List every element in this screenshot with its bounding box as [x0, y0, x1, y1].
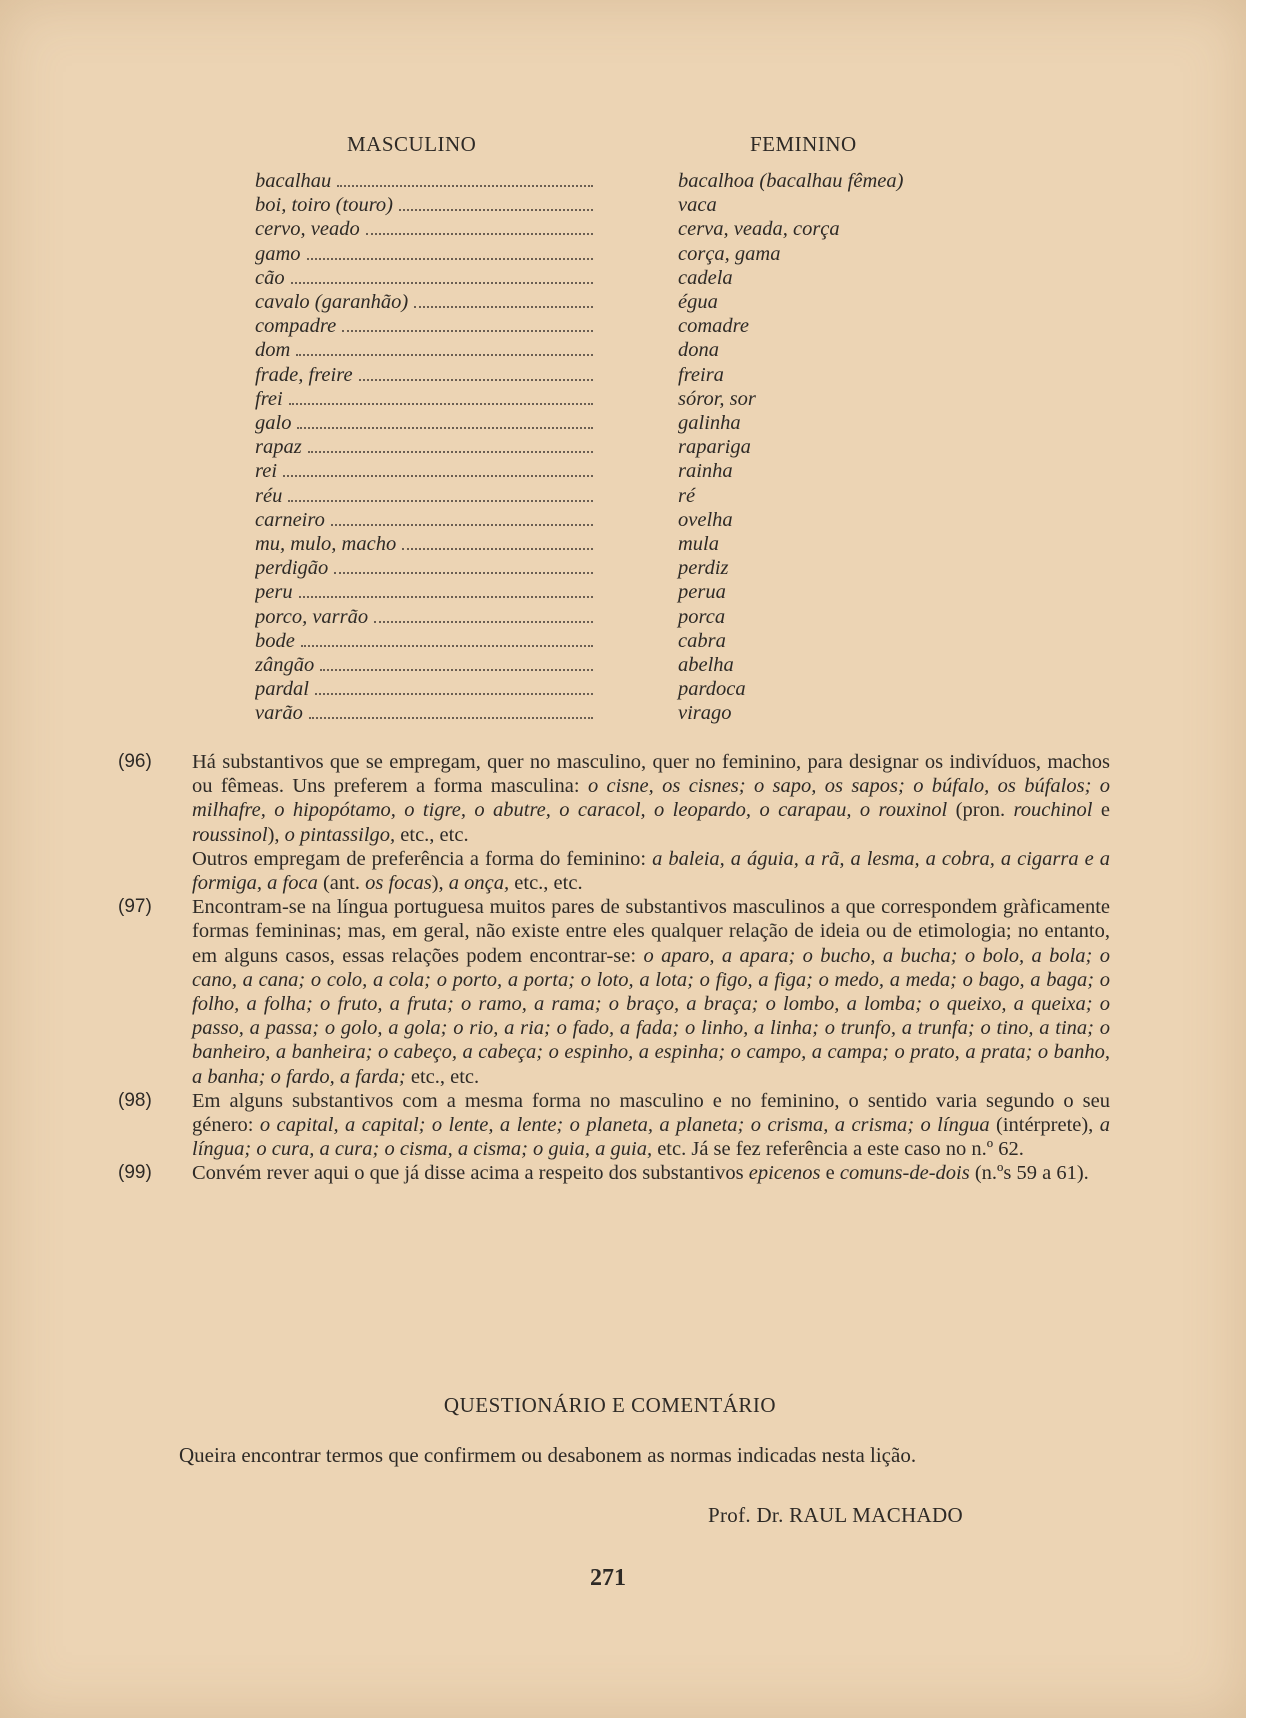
italic-examples: os focas — [365, 872, 432, 895]
italic-examples: roussinol — [192, 823, 268, 846]
italic-examples: a baleia, a águia, a rã, a lesma, a cobra, a cigarra e a formiga, a foca — [192, 847, 1110, 895]
masculino-word: dom — [255, 339, 291, 362]
masculino-word-row — [255, 629, 595, 653]
text-run: Em alguns substantivos com a mesma forma no masculino e no feminino, o sentido varia segundo o seu género: — [192, 1089, 1110, 1137]
text-run: (intérprete), — [989, 1114, 1100, 1137]
dot-leader — [288, 499, 593, 502]
dot-leader — [308, 450, 593, 453]
feminino-word: galinha — [678, 412, 741, 435]
dot-leader — [309, 716, 593, 719]
feminino-word: vaca — [678, 194, 717, 217]
masculino-word: porco, varrão — [255, 605, 369, 628]
paragraph-text — [192, 895, 1110, 1089]
masculino-word: réu — [255, 484, 283, 507]
masculino-word: rapaz — [255, 436, 302, 459]
feminino-word: ré — [678, 484, 696, 507]
masculino-word-row — [255, 338, 595, 362]
dot-leader — [299, 595, 593, 598]
feminino-word: corça, gama — [678, 242, 781, 265]
text-run: (n.ºs 59 a 61). — [969, 1162, 1089, 1185]
masculino-word: mu, mulo, macho — [255, 533, 397, 556]
feminino-word: abelha — [678, 654, 734, 677]
paragraph-96-continued — [118, 847, 1110, 895]
body-text — [118, 750, 1110, 1186]
paragraph-96 — [118, 750, 1110, 847]
dot-leader — [301, 644, 593, 647]
masculino-word: cão — [255, 266, 285, 289]
masculino-word: carneiro — [255, 508, 325, 531]
feminino-word: mula — [678, 533, 719, 556]
italic-term: epicenos — [748, 1162, 821, 1185]
text-run: etc. Já se fez referência a este caso no n.º 62. — [652, 1138, 1024, 1161]
text-run: etc., etc. — [509, 872, 583, 895]
feminino-word: cabra — [678, 629, 726, 652]
masculino-word: boi, toiro (touro) — [255, 194, 393, 217]
feminino-word: freira — [678, 363, 724, 386]
paragraph-text — [192, 750, 1110, 847]
masculino-word: compadre — [255, 315, 337, 338]
feminino-word: comadre — [678, 315, 749, 338]
masculino-word-row — [255, 387, 595, 411]
paragraph-number: (99) — [118, 1162, 152, 1184]
text-run: e — [1092, 799, 1110, 822]
author-signature: Prof. Dr. RAUL MACHADO — [708, 1503, 963, 1527]
masculino-word: bode — [255, 629, 295, 652]
masculino-word: peru — [255, 581, 293, 604]
dot-leader — [315, 692, 593, 695]
masculino-word-row — [255, 411, 595, 435]
italic-examples: o aparo, a apara; o bucho, a bucha; o bolo, a bola; o cano, a cana; o colo, a cola; o porto, a porta; o loto, a lota; o figo, a figa; o medo, a meda; o bago, a baga; o folho, a folha; o fruto, a fruta; o ramo, a rama; o braço, a braça; o lombo, a lomba; o queixo, a queixa; o passo, a passa; o golo, a gola; o rio, a ria; o fado, a fada; o linho, a linha; o trunfo, a trunfa; o tino, a tina; o banheiro, a banheira; o cabeço, a cabeça; o espinho, a espinha; o campo, a campa; o prato, a prata; o banho, a banha; o fardo, a farda; — [192, 944, 1111, 1088]
paragraph-text — [192, 847, 1110, 895]
masculino-word: gamo — [255, 242, 301, 265]
italic-examples: o capital, a capital; o lente, a lente; o planeta, a planeta; o crisma, a crisma; o língua — [259, 1114, 990, 1137]
italic-examples: o pintassilgo, — [284, 823, 396, 846]
feminino-word: dona — [678, 339, 719, 362]
text-run: Encontram-se na língua portuguesa muitos pares de substantivos masculinos a que correspondem gràficamente formas femininas; mas, em geral, não existe entre eles qualquer relação de ideia ou de etimologia; no entanto, em alguns casos, essas relações podem encontrar-se: — [192, 896, 1110, 967]
italic-term: comuns-de-dois — [839, 1162, 970, 1185]
masculino-word-row — [255, 242, 595, 266]
text-run: Outros empregam de preferência a forma do feminino: — [192, 847, 653, 870]
italic-examples: a língua; o cura, a cura; o cisma, a cisma; o guia, a guia, — [192, 1114, 1110, 1161]
dot-leader — [402, 547, 593, 550]
feminino-word: ovelha — [678, 508, 733, 531]
text-run: Há substantivos que se empregam, quer no masculino, quer no feminino, para designar os indivíduos, machos ou fêmeas. Uns preferem a forma masculina: — [192, 751, 1110, 798]
masculino-column-title: MASCULINO — [347, 132, 477, 156]
masculino-word-row — [255, 532, 595, 556]
feminino-word: sóror, sor — [678, 387, 756, 410]
questionario-text: Queira encontrar termos que confirmem ou desabonem as normas indicadas nesta lição. — [179, 1443, 917, 1467]
dot-leader — [337, 184, 593, 187]
paragraph-number: (98) — [118, 1089, 152, 1111]
dot-leader — [342, 329, 593, 332]
masculino-word: cavalo (garanhão) — [255, 291, 409, 314]
masculino-word-row — [255, 435, 595, 459]
feminino-column-title: FEMININO — [750, 132, 857, 156]
masculino-word-row — [255, 193, 595, 217]
feminino-word: pardoca — [678, 678, 746, 701]
text-run: etc., etc. — [395, 823, 469, 846]
paragraph-number: (97) — [118, 896, 152, 918]
text-run: (pron. — [947, 799, 1014, 822]
paragraph-text — [192, 1161, 1110, 1185]
page-number: 271 — [590, 1565, 626, 1591]
feminino-word: cadela — [678, 266, 733, 289]
masculino-word-row — [255, 508, 595, 532]
masculino-word-row — [255, 580, 595, 604]
paragraph-text — [192, 1089, 1110, 1162]
dot-leader — [366, 232, 593, 235]
dot-leader — [320, 668, 593, 671]
text-run: ), — [431, 872, 449, 895]
dot-leader — [283, 474, 593, 477]
text-run: ), — [267, 823, 285, 846]
feminino-word: rainha — [678, 460, 733, 483]
masculino-word-row — [255, 217, 595, 241]
masculino-word-list — [255, 169, 595, 726]
masculino-word-row — [255, 605, 595, 629]
paragraph-97 — [118, 895, 1110, 1089]
masculino-word: zângão — [255, 654, 315, 677]
masculino-word-row — [255, 363, 595, 387]
masculino-word-row — [255, 677, 595, 701]
dot-leader — [296, 353, 593, 356]
masculino-word-row — [255, 556, 595, 580]
paragraph-number: (96) — [118, 751, 152, 772]
feminino-word: perdiz — [678, 557, 729, 580]
text-run: e — [820, 1162, 840, 1185]
masculino-word-row — [255, 169, 595, 193]
feminino-word: égua — [678, 291, 718, 314]
feminino-word: cerva, veada, corça — [678, 218, 840, 241]
masculino-word-row — [255, 459, 595, 483]
feminino-word: virago — [678, 702, 732, 725]
feminino-word: porca — [678, 605, 726, 628]
italic-examples: rouchinol — [1013, 799, 1093, 822]
masculino-word: galo — [255, 412, 292, 435]
dot-leader — [399, 208, 593, 211]
masculino-word: bacalhau — [255, 170, 332, 192]
questionario-title: QUESTIONÁRIO E COMENTÁRIO — [443, 1393, 777, 1417]
italic-examples: o cisne, os cisnes; o sapo, os sapos; o búfalo, os búfalos; o milhafre, o hipopótamo, o tigre, o abutre, o caracol, o leopardo, o carapau, o rouxinol — [192, 775, 1111, 822]
dot-leader — [291, 281, 593, 284]
italic-examples: a onça, — [448, 872, 510, 895]
masculino-word: perdigão — [255, 557, 329, 580]
feminino-word: bacalhoa (bacalhau fêmea) — [678, 170, 904, 192]
feminino-word: rapariga — [678, 436, 751, 459]
paragraph-98 — [118, 1089, 1110, 1162]
text-run: (ant. — [317, 872, 366, 895]
text-run: Convém rever aqui o que já disse acima a respeito dos substantivos — [192, 1162, 749, 1185]
masculino-word-row — [255, 653, 595, 677]
dot-leader — [289, 402, 593, 405]
masculino-word-row — [255, 290, 595, 314]
text-run: etc., etc. — [405, 1065, 480, 1088]
masculino-word: varão — [255, 702, 303, 725]
masculino-word: pardal — [255, 678, 309, 701]
masculino-word: frade, freire — [255, 363, 353, 386]
dot-leader — [334, 571, 593, 574]
paragraph-99 — [118, 1161, 1110, 1185]
dot-leader — [359, 378, 593, 381]
masculino-word: cervo, veado — [255, 218, 360, 241]
feminino-word: perua — [678, 581, 726, 604]
dot-leader — [414, 305, 593, 308]
dot-leader — [331, 523, 593, 526]
dot-leader — [297, 426, 593, 429]
masculino-word: rei — [255, 460, 278, 483]
masculino-word-row — [255, 701, 595, 725]
masculino-word: frei — [255, 387, 283, 410]
feminino-word-list — [678, 169, 1038, 726]
dot-leader — [374, 620, 593, 623]
masculino-word-row — [255, 484, 595, 508]
dot-leader — [307, 257, 593, 260]
masculino-word-row — [255, 266, 595, 290]
masculino-word-row — [255, 314, 595, 338]
